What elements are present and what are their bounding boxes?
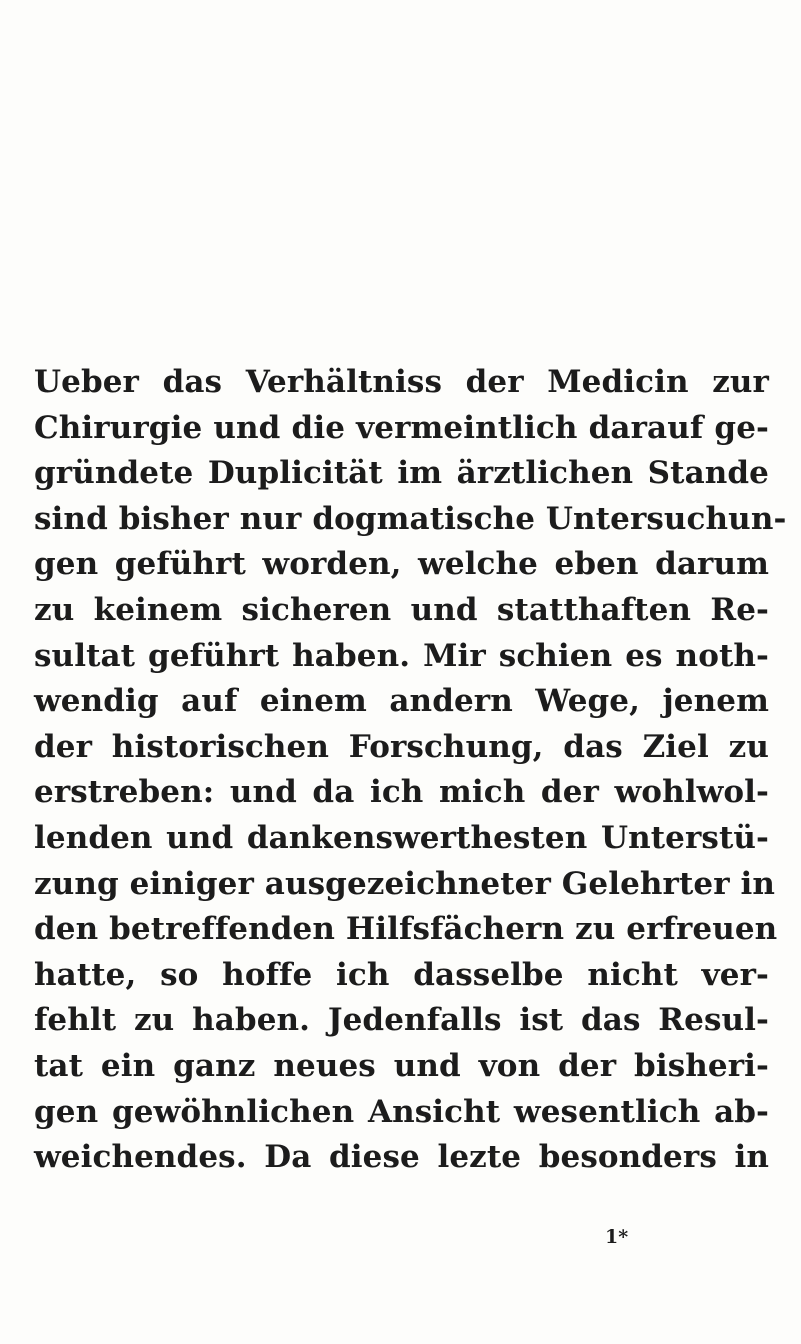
text-line: der historischen Forschung, das Ziel zu (34, 728, 769, 765)
text-line: gen gewöhnlichen Ansicht wesentlich ab- (34, 1093, 769, 1130)
text-line: fehlt zu haben. Jedenfalls ist das Resul- (34, 1002, 769, 1039)
text-line: erstreben: und da ich mich der wohlwol- (34, 774, 769, 811)
text-line: gründete Duplicität im ärztlichen Stande (34, 455, 769, 492)
text-line: hatte, so hoffe ich dasselbe nicht ver- (34, 956, 769, 993)
body-paragraph (34, 360, 787, 1181)
text-line: sind bisher nur dogmatische Untersuchun- (34, 500, 787, 537)
text-line: weichendes. Da diese lezte besonders in (34, 1139, 769, 1176)
text-line: gen geführt worden, welche eben darum (34, 546, 769, 583)
text-line: zung einiger ausgezeichneter Gelehrter in (34, 865, 776, 902)
text-line: Chirurgie und die vermeintlich darauf ge- (34, 409, 769, 446)
signature-mark: 1* (605, 1226, 629, 1248)
text-line: den betreffenden Hilfsfächern zu erfreuen (34, 911, 778, 948)
text-line: wendig auf einem andern Wege, jenem (34, 683, 769, 720)
text-line: tat ein ganz neues und von der bisheri- (34, 1047, 769, 1084)
text-line: lenden und dankenswerthesten Unterstü- (34, 819, 769, 856)
text-line: sultat geführt haben. Mir schien es noth- (34, 637, 769, 674)
text-line: Ueber das Verhältniss der Medicin zur (34, 364, 769, 400)
text-line: zu keinem sicheren und statthaften Re- (34, 591, 769, 628)
